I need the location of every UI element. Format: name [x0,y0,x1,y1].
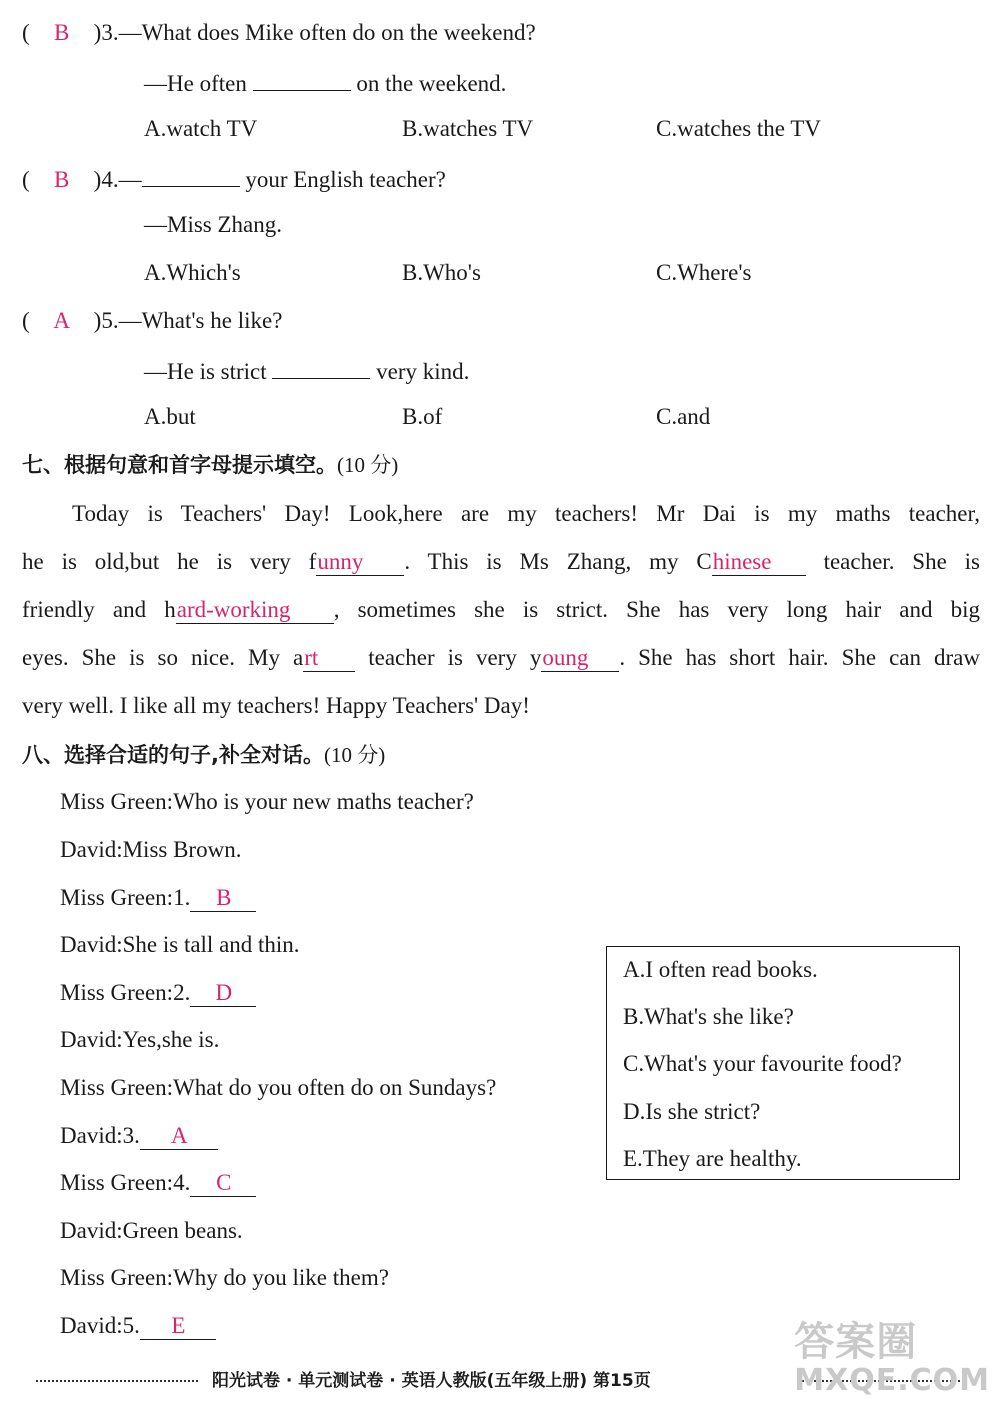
dialogue-line: Miss Green:1. B [60,883,256,913]
option-c: C.What's your favourite food? [623,1051,902,1076]
answer-mark: B [54,20,70,45]
option-d: D.Is she strict? [623,1099,761,1124]
option-e: E.They are healthy. [623,1146,802,1171]
fill-blank[interactable]: hinese [712,549,806,576]
option-a: A.but [144,404,196,429]
question-5-reply: —He is strict very kind. [144,354,469,387]
passage-line-3: friendly and hard-working , sometimes she is strict. She has very long hair and big [22,597,980,622]
dialogue-line: Miss Green:Why do you like them? [60,1265,389,1290]
question-3: ( B )3.—What does Mike often do on the weekend? [22,18,536,48]
fill-blank[interactable]: D [190,980,256,1007]
answer-mark: B [54,167,70,192]
fill-blank[interactable]: oung [541,645,619,672]
passage-line-1: Today is Teachers' Day! Look,here are my teachers! Mr Dai is my maths teacher, [72,501,980,526]
option-b: B.Who's [402,260,481,285]
dialogue-line: Miss Green:What do you often do on Sundays? [60,1075,497,1100]
option-b: B.What's she like? [623,1004,794,1029]
fill-blank[interactable]: ard-working [176,597,334,624]
passage-line-4: eyes. She is so nice. My art teacher is very young . She has short hair. She can draw [22,645,980,670]
option-a: A.I often read books. [623,957,818,982]
fill-blank[interactable]: A [140,1123,218,1150]
question-4: ( B )4.— your English teacher? [22,162,446,195]
dialogue-line: David:5. E [60,1311,216,1341]
fill-blank[interactable]: unny [316,549,404,576]
section-8-heading: 八、选择合适的句子,补全对话。(10 分) [22,743,386,767]
blank-line[interactable] [253,66,351,91]
option-a: A.watch TV [144,116,258,141]
option-c: C.and [656,404,711,429]
passage-line-5: very well. I like all my teachers! Happy Teachers' Day! [22,693,530,718]
dialogue-line: Miss Green:4. C [60,1168,256,1198]
dialogue-line: Miss Green:Who is your new maths teacher? [60,789,474,814]
dialogue-line: Miss Green:2. D [60,978,256,1008]
blank-line[interactable] [142,162,240,187]
fill-blank[interactable]: E [140,1313,216,1340]
dialogue-line: David:She is tall and thin. [60,932,300,957]
passage-line-2: he is old,but he is very funny . This is Ms Zhang, my Chinese teacher. She is [22,549,981,574]
dialogue-line: David:Green beans. [60,1218,243,1243]
question-3-reply: —He often on the weekend. [144,66,506,99]
fill-blank[interactable]: rt [303,645,355,672]
options-box [606,946,960,1180]
dialogue-line: David:Yes,she is. [60,1027,220,1052]
option-c: C.Where's [656,260,752,285]
dialogue-line: David:3. A [60,1121,218,1151]
question-4-reply: —Miss Zhang. [144,212,282,237]
dialogue-line: David:Miss Brown. [60,837,242,862]
footer-divider-left [36,1380,198,1382]
blank-line[interactable] [272,354,370,379]
question-5: ( A )5.—What's he like? [22,306,282,336]
watermark: 答案圈 MXQE.COM [794,1319,990,1398]
fill-blank[interactable]: B [190,885,256,912]
answer-mark: A [53,308,70,333]
footer-text: 阳光试卷 · 单元测试卷 · 英语人教版(五年级上册) 第15页 [212,1371,651,1391]
option-b: B.watches TV [402,116,534,141]
option-a: A.Which's [144,260,241,285]
fill-blank[interactable]: C [190,1170,256,1197]
section-7-heading: 七、根据句意和首字母提示填空。(10 分) [22,453,399,477]
option-c: C.watches the TV [656,116,822,141]
option-b: B.of [402,404,443,429]
